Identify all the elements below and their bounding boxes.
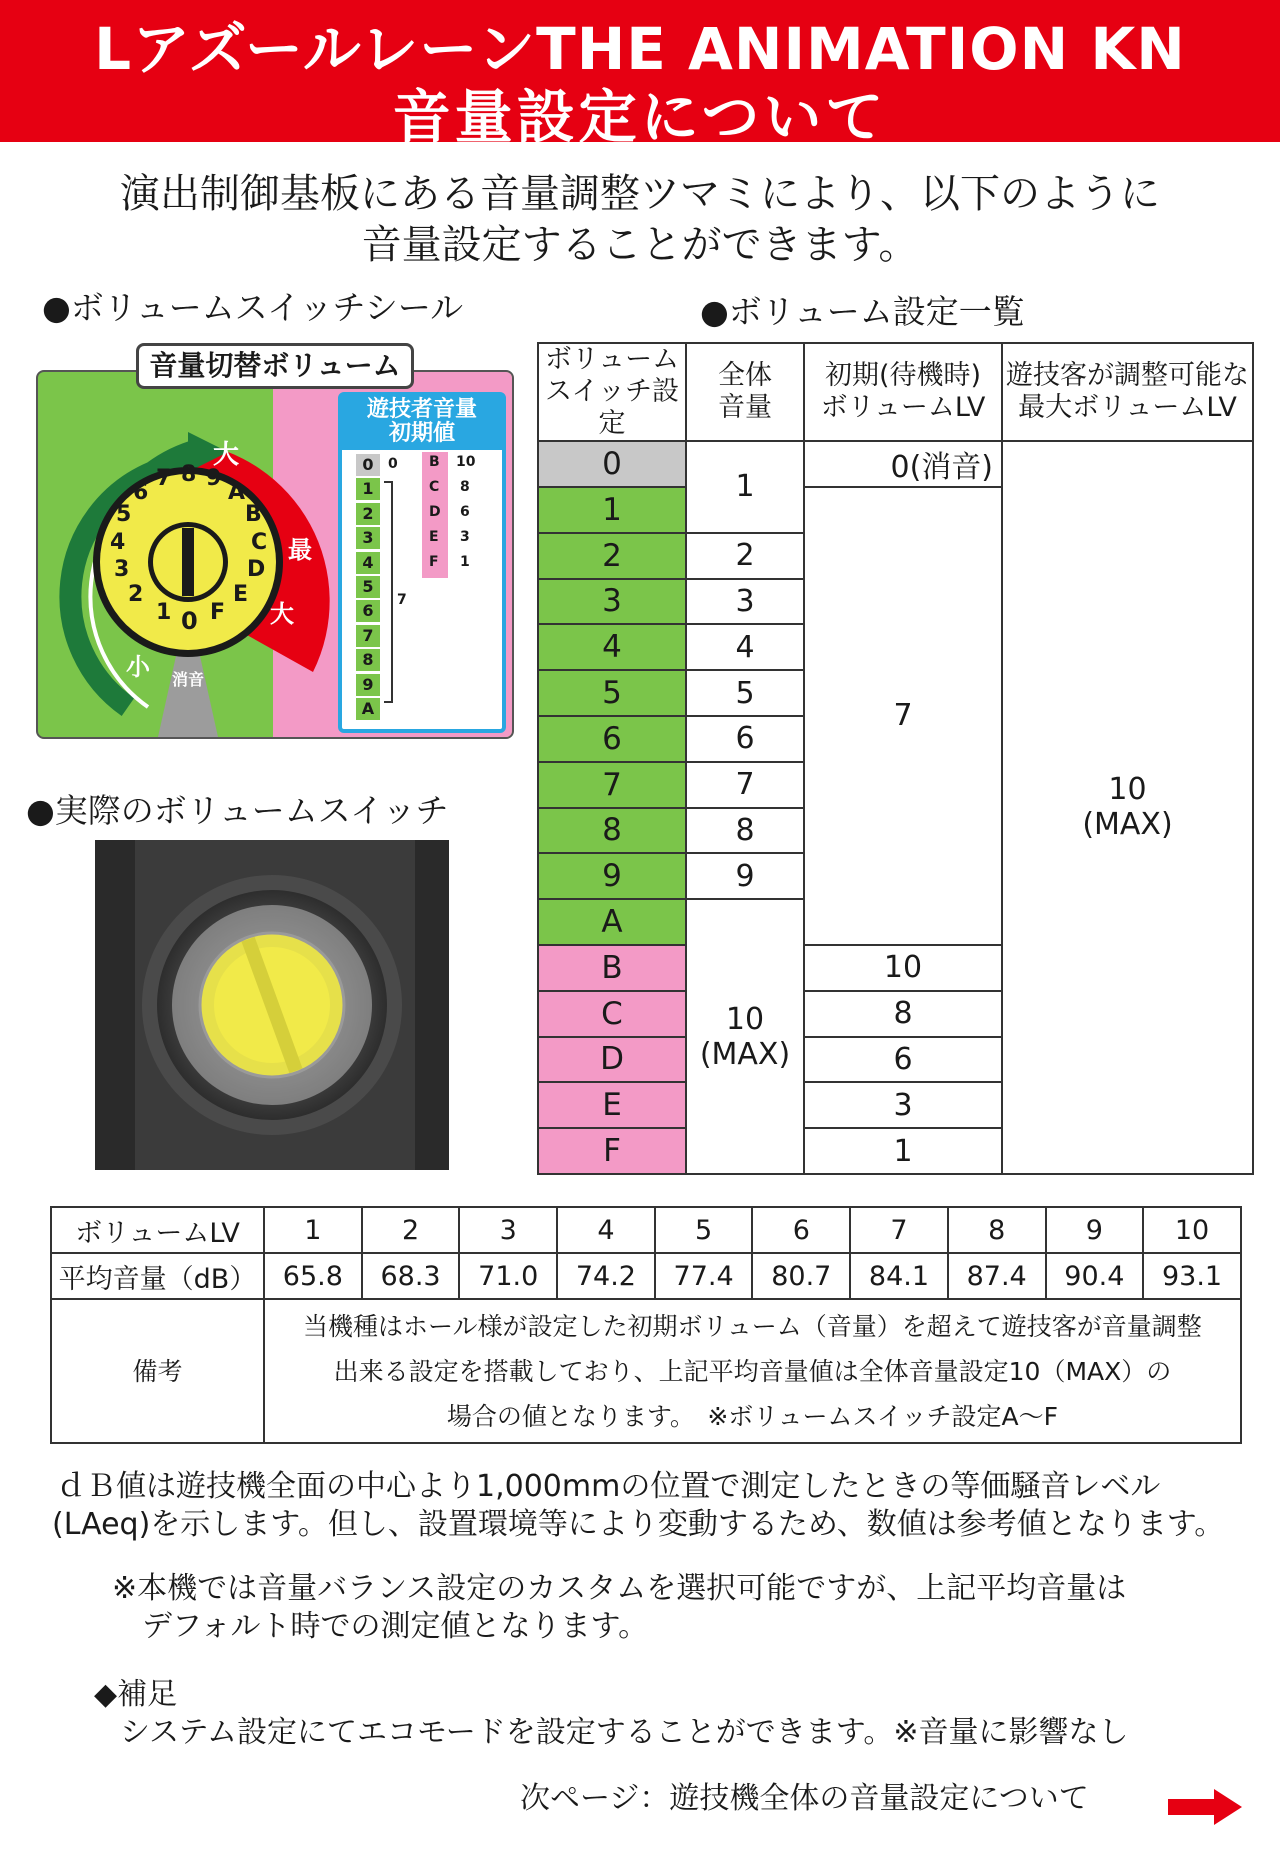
- db-cell: 68.3: [362, 1253, 460, 1299]
- initial-cell: 8: [804, 991, 1002, 1037]
- sticker-title: 音量切替ボリューム: [136, 343, 414, 389]
- title-line1: LアズールレーンTHE ANIMATION KN: [94, 15, 1186, 83]
- row-label-db: 平均音量（dB）: [51, 1253, 264, 1299]
- switch-cell: D: [538, 1037, 686, 1083]
- label-max-1: 最: [288, 536, 312, 564]
- db-cell: 90.4: [1046, 1253, 1144, 1299]
- supplement-text: システム設定にてエコモードを設定することができます。※音量に影響なし: [120, 1715, 1129, 1750]
- dial-digit: C: [251, 530, 268, 555]
- max-cell: 10 (MAX): [1002, 441, 1253, 1174]
- level-cell: 1: [264, 1207, 362, 1253]
- level-cell: 8: [948, 1207, 1046, 1253]
- header-overall: 全体 音量: [686, 343, 804, 441]
- initial-cell: 10: [804, 945, 1002, 991]
- initial-cell: 0(消音): [804, 441, 1002, 487]
- panel-right-value: 10: [456, 454, 476, 470]
- initial-cell: 7: [804, 487, 1002, 945]
- switch-cell: 5: [538, 670, 686, 716]
- intro-line1: 演出制御基板にある音量調整ツマミにより、以下のように: [120, 171, 1160, 217]
- balance-note-2: デフォルト時での測定値となります。: [142, 1609, 649, 1644]
- header-max: 遊技客が調整可能な 最大ボリュームLV: [1002, 343, 1253, 441]
- level-cell: 4: [557, 1207, 655, 1253]
- intro-line2: 音量設定することができます。: [361, 222, 919, 268]
- dial-digit: 8: [181, 462, 197, 487]
- header-initial: 初期(待機時) ボリュームLV: [804, 343, 1002, 441]
- panel-right-value: 1: [460, 554, 470, 570]
- label-small: 小: [126, 653, 150, 681]
- switch-cell: 0: [538, 441, 686, 487]
- panel-left-list: 0 1 2 3 4 5 6 7 8 9 A: [356, 454, 380, 722]
- label-max-2: 大: [270, 600, 294, 628]
- overall-cell: 3: [686, 579, 804, 625]
- dial-digit: 7: [156, 466, 172, 491]
- level-cell: 2: [362, 1207, 460, 1253]
- dial-digit: 0: [181, 607, 198, 635]
- db-footnote-1: ｄＢ値は遊技機全面の中心より1,000mmの位置で測定したときの等価騒音レベル: [56, 1469, 1161, 1504]
- switch-cell: C: [538, 991, 686, 1037]
- switch-cell: 8: [538, 808, 686, 854]
- db-cell: 84.1: [850, 1253, 948, 1299]
- db-cell: 77.4: [655, 1253, 753, 1299]
- db-cell: 65.8: [264, 1253, 362, 1299]
- dial-digit: 9: [206, 466, 222, 491]
- db-cell: 80.7: [752, 1253, 850, 1299]
- level-cell: 10: [1143, 1207, 1241, 1253]
- label-mute: 消音: [172, 670, 205, 689]
- dial-digit: 5: [116, 502, 132, 527]
- header-banner: [0, 0, 1280, 151]
- note-label: 備考: [51, 1299, 264, 1443]
- level-cell: 7: [850, 1207, 948, 1253]
- volume-settings-table: [537, 342, 1252, 1171]
- volume-switch-photo: [95, 840, 449, 1170]
- note-text: 当機種はホール様が設定した初期ボリューム（音量）を超えて遊技客が音量調整 出来る設定を搭載しており、上記平均音量値は全体音量設定10（MAX）の 場合の値となります。 ※ボリュームスイッチ設定A～F: [264, 1299, 1241, 1443]
- dial-digit: 1: [156, 600, 172, 625]
- overall-cell: 8: [686, 808, 804, 854]
- db-footnote-2: (LAeq)を示します。但し、設置環境等により変動するため、数値は参考値となります。: [52, 1507, 1225, 1542]
- switch-cell: 3: [538, 579, 686, 625]
- overall-cell: 6: [686, 716, 804, 762]
- dial-digit: 3: [114, 557, 130, 582]
- overall-cell: 1: [686, 441, 804, 533]
- dial-digit: E: [233, 582, 249, 607]
- initial-value-panel: 遊技者音量 初期値 0 1 2 3 4 5 6 7 8 9 A 0 7 B C D E F 10 8 6 3 1: [338, 392, 506, 733]
- switch-cell: E: [538, 1082, 686, 1128]
- balance-note-1: ※本機では音量バランス設定のカスタムを選択可能ですが、上記平均音量は: [112, 1571, 1127, 1606]
- title-line2: 音量設定について: [392, 83, 888, 151]
- dial-digit: 6: [133, 480, 149, 505]
- overall-cell: 7: [686, 762, 804, 808]
- panel-right-value: 8: [460, 479, 470, 495]
- level-cell: 3: [459, 1207, 557, 1253]
- dial-digit: A: [228, 480, 246, 505]
- level-cell: 5: [655, 1207, 753, 1253]
- header-switch: ボリューム スイッチ設定: [538, 343, 686, 441]
- initial-cell: 3: [804, 1082, 1002, 1128]
- switch-cell: 1: [538, 487, 686, 533]
- db-cell: 93.1: [1143, 1253, 1241, 1299]
- initial-cell: 1: [804, 1128, 1002, 1174]
- panel-left-value-mid: 7: [397, 592, 407, 608]
- overall-cell: 5: [686, 670, 804, 716]
- switch-cell: B: [538, 945, 686, 991]
- dial-digit: B: [245, 502, 262, 527]
- level-cell: 9: [1046, 1207, 1144, 1253]
- switch-cell: 9: [538, 853, 686, 899]
- label-large: 大: [213, 440, 240, 470]
- overall-cell: 2: [686, 533, 804, 579]
- overall-cell: 9: [686, 853, 804, 899]
- switch-cell: A: [538, 899, 686, 945]
- switch-cell: F: [538, 1128, 686, 1174]
- db-cell: 74.2: [557, 1253, 655, 1299]
- dial-digit: 2: [128, 582, 144, 607]
- panel-header: 遊技者音量 初期値: [342, 396, 502, 450]
- supplement-title: ◆補足: [94, 1677, 178, 1712]
- dial-digit: 4: [110, 530, 126, 555]
- section-actual-heading: ●実際のボリュームスイッチ: [26, 791, 449, 830]
- panel-right-value: 6: [460, 504, 470, 520]
- switch-cell: 2: [538, 533, 686, 579]
- row-label-level: ボリュームLV: [51, 1207, 264, 1253]
- arrow-right-icon[interactable]: [1166, 1787, 1244, 1827]
- level-cell: 6: [752, 1207, 850, 1253]
- dial-digit: D: [247, 557, 266, 582]
- initial-cell: 6: [804, 1037, 1002, 1083]
- switch-cell: 7: [538, 762, 686, 808]
- db-table: [50, 1206, 1240, 1444]
- panel-right-value: 3: [460, 529, 470, 545]
- panel-left-value-top: 0: [388, 456, 398, 472]
- db-cell: 87.4: [948, 1253, 1046, 1299]
- overall-cell: 10 (MAX): [686, 899, 804, 1174]
- section-sticker-heading: ●ボリュームスイッチシール: [42, 288, 464, 327]
- db-cell: 71.0: [459, 1253, 557, 1299]
- switch-cell: 4: [538, 624, 686, 670]
- next-page-link[interactable]: 次ページ：遊技機全体の音量設定について: [520, 1781, 1089, 1816]
- dial-digit: F: [210, 600, 226, 625]
- overall-cell: 4: [686, 624, 804, 670]
- section-list-heading: ●ボリューム設定一覧: [700, 292, 1025, 331]
- switch-cell: 6: [538, 716, 686, 762]
